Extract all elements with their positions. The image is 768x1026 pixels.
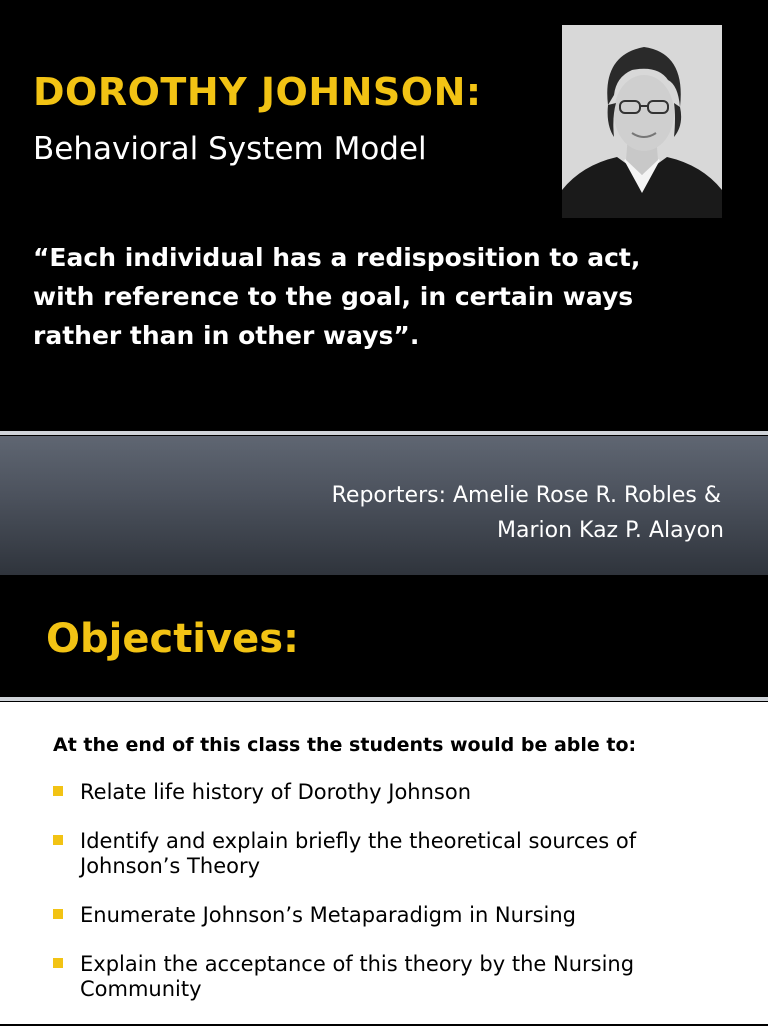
objectives-title: Objectives: [46, 616, 300, 662]
list-item [53, 829, 733, 879]
objectives-intro: At the end of this class the students would be able to: [53, 734, 637, 756]
quote-line: with reference to the goal, in certain ways [33, 282, 634, 311]
portrait-photo [562, 25, 722, 218]
bullet-square-icon [53, 958, 63, 968]
list-item-text: Relate life history of Dorothy Johnson [80, 780, 472, 804]
portrait-image [562, 25, 722, 218]
list-item-text: Johnson’s Theory [80, 854, 261, 878]
title-slide [0, 0, 768, 432]
reporters-credit [332, 478, 724, 548]
list-item [53, 903, 733, 928]
quote-line: “Each individual has a redisposition to act, [33, 243, 641, 272]
objectives-list [53, 780, 733, 1026]
divider [0, 697, 768, 701]
list-item [53, 952, 733, 1002]
reporters-line-2: Marion Kaz P. Alayon [497, 518, 724, 543]
list-item-text: Enumerate Johnson’s Metaparadigm in Nursing [80, 903, 577, 927]
slide-title: DOROTHY JOHNSON: [33, 70, 482, 114]
list-item [53, 780, 733, 805]
reporters-line-1: Reporters: Amelie Rose R. Robles & [331, 483, 721, 508]
list-item-text: Explain the acceptance of this theory by the Nursing [80, 952, 635, 976]
list-item-text: Identify and explain briefly the theoretical sources of [80, 829, 637, 853]
bullet-square-icon [53, 786, 63, 796]
divider [0, 431, 768, 435]
quote-text [33, 238, 673, 355]
slide-subtitle: Behavioral System Model [33, 131, 427, 167]
bullet-square-icon [53, 909, 63, 919]
quote-line: rather than in other ways”. [33, 321, 420, 350]
bullet-square-icon [53, 835, 63, 845]
list-item-text: Community [80, 977, 202, 1001]
